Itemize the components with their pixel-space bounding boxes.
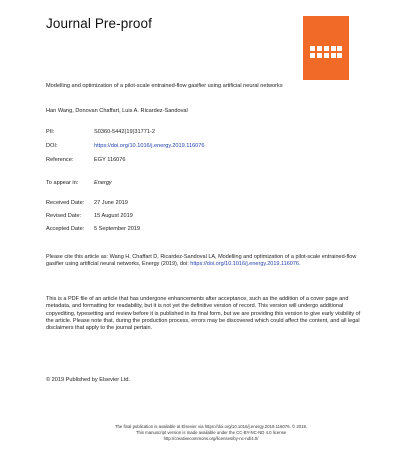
reference-value: EGY 116076 (94, 157, 126, 163)
journal-cover-thumbnail (303, 16, 349, 80)
citation-text: Please cite this article as: Wang H, Chaffart D, Ricardez-Sandoval LA, Modelling and optimization of a pilot-scale entrained-flow gasifier using artificial neural networks, Energy (2019), doi: (46, 254, 357, 268)
citation-paragraph (46, 254, 364, 269)
accepted-value: 5 September 2019 (94, 226, 141, 232)
copyright-notice: © 2019 Published by Elsevier Ltd. (46, 377, 131, 383)
appear-in-label: To appear in: (46, 180, 79, 186)
license-footer (52, 424, 370, 442)
footer-line-publication: The final publication is available at Elsevier via https://doi.org/10.1016/j.energy.2019.116076. © 2019. (114, 424, 308, 429)
doi-link[interactable]: https://doi.org/10.1016/j.energy.2019.116076 (94, 143, 205, 149)
citation-doi-link[interactable]: https://doi.org/10.1016/j.energy.2019.116076 (190, 261, 299, 268)
reference-label: Reference: (46, 157, 74, 163)
doi-label: DOI: (46, 143, 58, 149)
notice-paragraph: This is a PDF file of an article that has undergone enhancements after acceptance, such as the addition of a cover page and metadata, and formatting for readability, but it is not yet the definitive version of record. This version will undergo additional copyediting, typesetting and review before it is published in its final form, but we are providing this version to give early visibility of the article. Please note that, during the production process, errors may be discovered which could affect the content, and all legal disclaimers that apply to the journal pertain. (46, 296, 361, 332)
cover-logo-icon (310, 46, 342, 58)
citation-end: . (298, 261, 301, 268)
revised-label: Revised Date: (46, 213, 82, 219)
revised-value: 15 August 2019 (94, 213, 133, 219)
accepted-label: Accepted Date: (46, 226, 85, 232)
footer-license-link[interactable]: http://creativecommons.org/licenses/by-nc-nd/4.0/ (163, 436, 259, 442)
footer-line-license: This manuscript version is made available under the CC-BY-NC-ND 4.0 license (135, 430, 287, 436)
appear-in-value: Energy (94, 180, 112, 186)
pii-value: S0360-5442(19)31771-2 (94, 129, 155, 135)
article-authors: Han Wang, Donovan Chaffart, Luis A. Ricardez-Sandoval (46, 108, 188, 114)
journal-title: Journal Pre-proof (46, 16, 153, 31)
article-title: Modelling and optimization of a pilot-scale entrained-flow gasifier using artificial neural networks (46, 83, 283, 89)
received-value: 27 June 2019 (94, 200, 128, 206)
pii-label: PII: (46, 129, 55, 135)
received-label: Received Date: (46, 200, 85, 206)
